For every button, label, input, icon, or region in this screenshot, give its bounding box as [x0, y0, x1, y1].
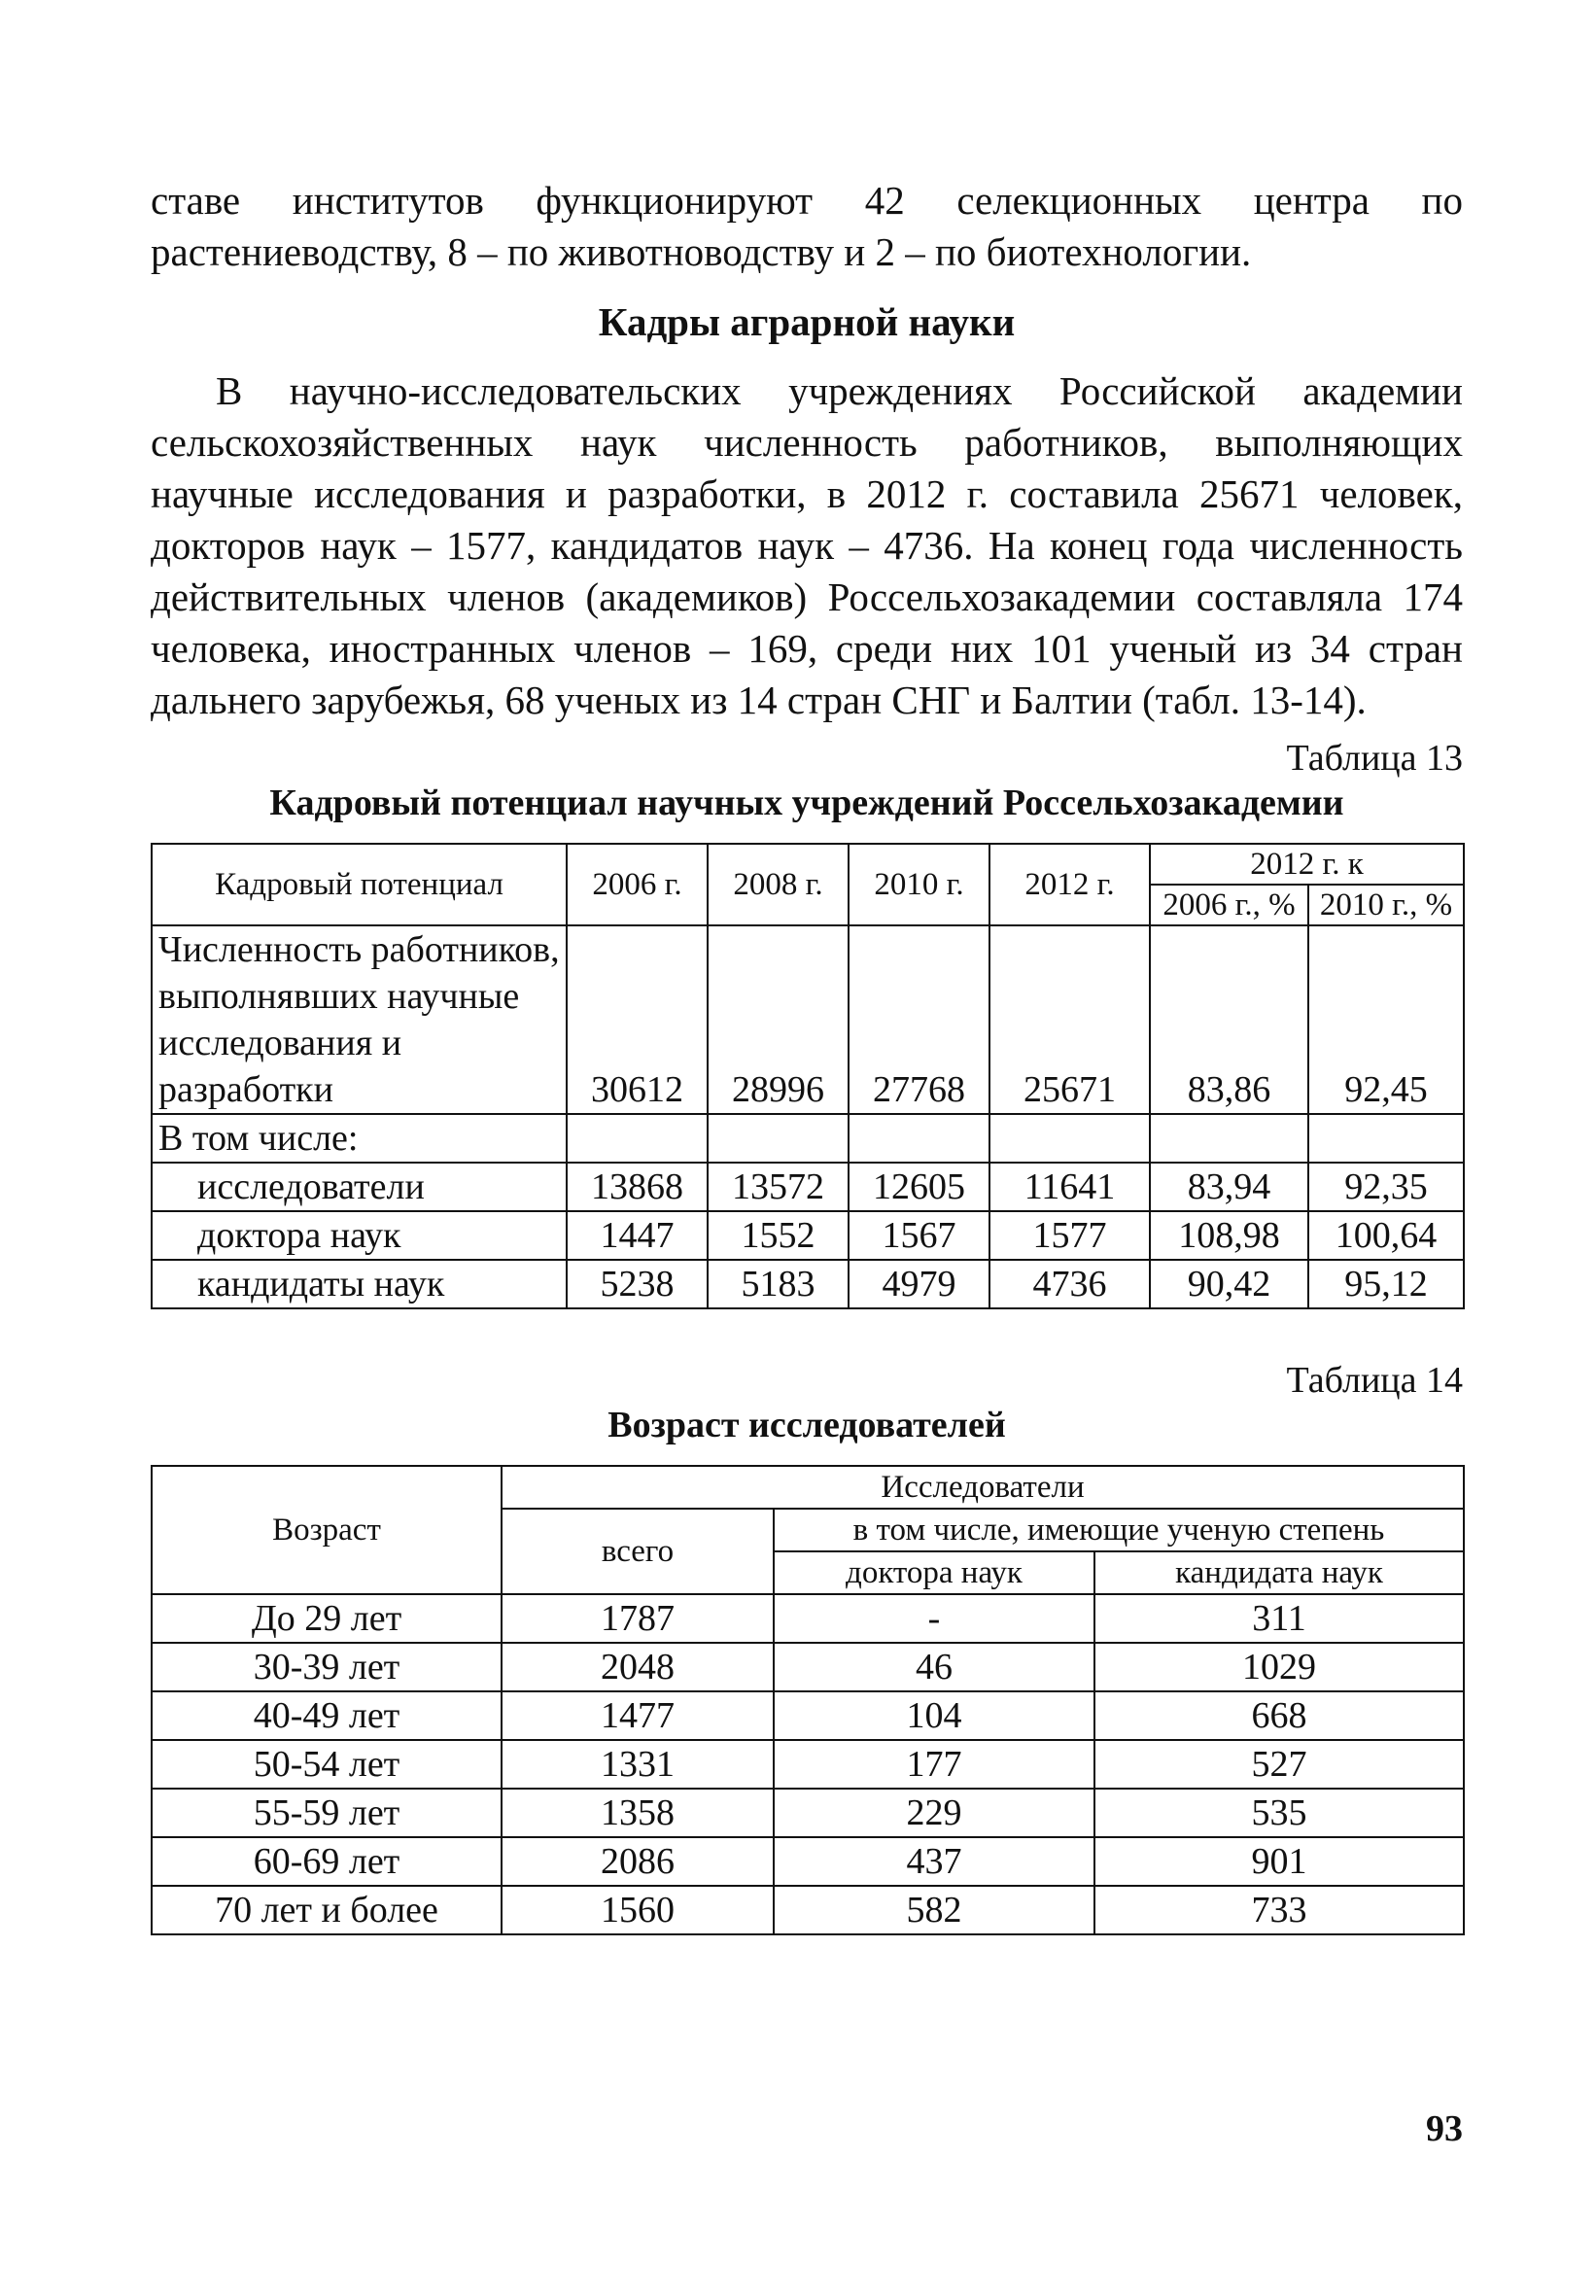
cell: 1567 [849, 1211, 989, 1260]
cell [1150, 1114, 1308, 1163]
table-row [152, 1260, 1464, 1308]
cell: 1577 [989, 1211, 1150, 1260]
header-with-degree: в том числе, имеющие ученую степень [774, 1509, 1464, 1551]
page-number: 93 [1426, 2108, 1463, 2149]
age-cell: 70 лет и более [152, 1886, 502, 1934]
header-researchers: Исследователи [502, 1466, 1464, 1509]
table-row [152, 1886, 1464, 1934]
cell: - [774, 1594, 1094, 1643]
table-row [152, 1643, 1464, 1691]
age-cell: До 29 лет [152, 1594, 502, 1643]
cell: 311 [1094, 1594, 1464, 1643]
intro-paragraph: ставе институтов функционируют 42 селекционных центра по растениеводству, 8 – по животноводству и 2 – по биотехнологии. [151, 178, 1463, 274]
row-label: доктора наук [152, 1211, 567, 1260]
cell: 733 [1094, 1886, 1464, 1934]
cell: 11641 [989, 1163, 1150, 1211]
age-cell: 30-39 лет [152, 1643, 502, 1691]
cell [849, 1114, 989, 1163]
cell: 4736 [989, 1260, 1150, 1308]
header-pct-2010: 2010 г., % [1308, 885, 1464, 925]
body-paragraph: В научно-исследовательских учреждениях Российской академии сельскохозяйственных наук численность работников, выполняющих научные исследования и разработки, в 2012 г. составила 25671 человек, докторов наук – 1577, кандидатов наук – 4736. На конец года численность действительных членов (академиков) Россельхозакадемии составляла 174 человека, иностранных членов – 169, среди них 101 ученый из 34 стран дальнего зарубежья, 68 ученых из 14 стран СНГ и Балтии (табл. 13-14). [151, 368, 1463, 722]
table-row [152, 1114, 1464, 1163]
cell: 90,42 [1150, 1260, 1308, 1308]
cell: 668 [1094, 1691, 1464, 1740]
header-age: Возраст [152, 1466, 502, 1594]
cell: 83,86 [1150, 925, 1308, 1114]
cell: 901 [1094, 1837, 1464, 1886]
cell: 1477 [502, 1691, 774, 1740]
table-row [152, 1594, 1464, 1643]
cell [567, 1114, 708, 1163]
table14-header-row [152, 1466, 1464, 1509]
row-label: Численность работников, выполнявших научные исследования и разработки [152, 925, 567, 1114]
cell: 535 [1094, 1789, 1464, 1837]
header-total: всего [502, 1509, 774, 1594]
cell: 1358 [502, 1789, 774, 1837]
cell: 1787 [502, 1594, 774, 1643]
table-row [152, 925, 1464, 1114]
cell: 30612 [567, 925, 708, 1114]
cell: 12605 [849, 1163, 989, 1211]
header-doctors: доктора наук [774, 1551, 1094, 1594]
table-row [152, 1691, 1464, 1740]
table-row [152, 1789, 1464, 1837]
age-cell: 40-49 лет [152, 1691, 502, 1740]
header-candidates: кандидата наук [1094, 1551, 1464, 1594]
cell [708, 1114, 849, 1163]
cell: 229 [774, 1789, 1094, 1837]
table-row [152, 1837, 1464, 1886]
cell: 527 [1094, 1740, 1464, 1789]
cell [989, 1114, 1150, 1163]
cell: 1560 [502, 1886, 774, 1934]
row-label: исследователи [152, 1163, 567, 1211]
document-page [151, 175, 1463, 1935]
cell: 582 [774, 1886, 1094, 1934]
cell: 95,12 [1308, 1260, 1464, 1308]
age-cell: 55-59 лет [152, 1789, 502, 1837]
table14-label: Таблица 14 [1286, 1360, 1463, 1401]
cell: 92,35 [1308, 1163, 1464, 1211]
table13-title: Кадровый потенциал научных учреждений Россельхозакадемии [269, 783, 1344, 823]
cell: 27768 [849, 925, 989, 1114]
table13-header-row [152, 844, 1464, 885]
header-pct-2006: 2006 г., % [1150, 885, 1308, 925]
cell: 83,94 [1150, 1163, 1308, 1211]
cell: 4979 [849, 1260, 989, 1308]
table14 [151, 1465, 1465, 1935]
cell: 100,64 [1308, 1211, 1464, 1260]
cell: 13868 [567, 1163, 708, 1211]
age-cell: 60-69 лет [152, 1837, 502, 1886]
table-row [152, 1740, 1464, 1789]
header-2008: 2008 г. [708, 844, 849, 925]
header-kadrovy-potencial: Кадровый потенциал [152, 844, 567, 925]
header-2012: 2012 г. [989, 844, 1150, 925]
cell: 1552 [708, 1211, 849, 1260]
header-2006: 2006 г. [567, 844, 708, 925]
cell: 1447 [567, 1211, 708, 1260]
cell: 2048 [502, 1643, 774, 1691]
cell: 46 [774, 1643, 1094, 1691]
header-2012-group: 2012 г. к [1150, 844, 1464, 885]
cell: 2086 [502, 1837, 774, 1886]
header-2010: 2010 г. [849, 844, 989, 925]
cell: 1029 [1094, 1643, 1464, 1691]
cell: 28996 [708, 925, 849, 1114]
cell: 104 [774, 1691, 1094, 1740]
cell: 108,98 [1150, 1211, 1308, 1260]
cell: 25671 [989, 925, 1150, 1114]
cell: 5183 [708, 1260, 849, 1308]
section-heading: Кадры аграрной науки [598, 299, 1016, 344]
table14-title: Возраст исследователей [607, 1405, 1006, 1445]
cell: 1331 [502, 1740, 774, 1789]
table13 [151, 843, 1465, 1309]
cell: 13572 [708, 1163, 849, 1211]
row-label: кандидаты наук [152, 1260, 567, 1308]
table13-label: Таблица 13 [1286, 738, 1463, 779]
age-cell: 50-54 лет [152, 1740, 502, 1789]
row-label: В том числе: [152, 1114, 567, 1163]
cell: 92,45 [1308, 925, 1464, 1114]
table-row [152, 1163, 1464, 1211]
cell: 5238 [567, 1260, 708, 1308]
cell: 437 [774, 1837, 1094, 1886]
cell: 177 [774, 1740, 1094, 1789]
table-row [152, 1211, 1464, 1260]
cell [1308, 1114, 1464, 1163]
